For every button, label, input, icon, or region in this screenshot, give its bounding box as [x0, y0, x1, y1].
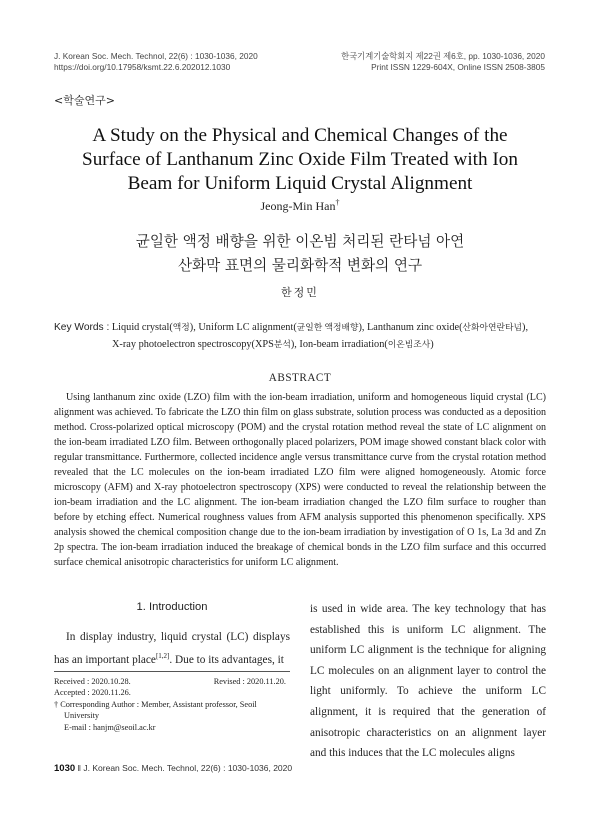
- intro-text: In display industry, liquid crystal (LC) displays has an important place: [54, 631, 290, 666]
- abstract-heading: ABSTRACT: [268, 372, 332, 384]
- keyword-korean: 이온빔조사: [387, 339, 431, 349]
- journal-header-left: [54, 51, 258, 73]
- korean-journal-citation: 한국기계기술학회지 제22권 제6호, pp. 1030-1036, 2020: [341, 51, 545, 61]
- keyword-text: ),: [522, 322, 529, 333]
- keyword-text: Liquid crystal(: [111, 322, 173, 333]
- corresponding-mark: †: [335, 198, 340, 207]
- corresponding-affiliation: University: [64, 711, 100, 721]
- abstract-text: Using lanthanum zinc oxide (LZO) film with the ion-beam irradiation, uniform and homogeneous liquid crystal (LC) alignment was achieved. To fabricate the LZO thin film on glass substrate, solution process was conducted as a deposition method. Cross-polarized optical microscopy (POM) and the crystal rotation method reveal the state of LC alignment on the ion-beam irradiated LZO film. Between orthogonally placed polarizers, POM image showed constant black color with regular transmittance. Furthermore, collected incidence angle versus transmittance curve from the crystal rotation method revealed that the LC molecules on the ion-beam irradiated LZO film were aligned homogeneously. Atomic force microscopy (AFM) and X-ray photoelectron spectroscopy (XPS) were conducted to reveal the relationship between the ion-beam irradiation and the LC alignment. The ion-beam irradiation changed the LZO film surface to rougher than before by etching effect. Numerical roughness values from AFM analysis supported this phenomenon specifically. XPS analysis showed the chemical composition change due to the ion-beam irradiation by investigation of O 1s, La 3d and Zn 2p spectra. The ion-beam irradiation induced the breakage of chemical bonds in the LZO film surface and this occurred surface chemical anisotropic characteristics for uniform LC alignment.: [54, 392, 546, 568]
- reference-citation[interactable]: [1,2]: [155, 651, 170, 660]
- keyword-korean: 균일한 액정배향: [296, 322, 359, 332]
- dates-row: [54, 676, 290, 687]
- footer-citation: J. Korean Soc. Mech. Technol, 22(6) : 1030-1036, 2020: [83, 763, 293, 773]
- title-line-1: A Study on the Physical and Chemical Changes of the: [92, 125, 508, 146]
- revised-date: Revised : 2020.11.20.: [213, 677, 286, 686]
- korean-title-line-1: 균일한 액정 배향을 위한 이온빔 처리된 란타넘 아연: [135, 233, 465, 250]
- keywords-line-2: [54, 336, 554, 353]
- keyword-text: ), Ion-beam irradiation(: [290, 339, 388, 350]
- author-line: [0, 198, 600, 214]
- intro-column-1: [54, 628, 290, 669]
- doi-link[interactable]: https://doi.org/10.17958/ksmt.22.6.202012.1030: [54, 62, 231, 72]
- keyword-text: ), Uniform LC alignment(: [189, 322, 297, 333]
- paper-title: [54, 124, 546, 196]
- section-heading-introduction: 1. Introduction: [136, 601, 208, 613]
- keyword-korean: 산화아연란타넘: [462, 322, 523, 332]
- page-number: 1030: [54, 763, 76, 774]
- keyword-korean: 액정: [172, 322, 190, 332]
- received-date: Received : 2020.10.28.: [54, 677, 131, 686]
- title-line-3: Beam for Uniform Liquid Crystal Alignment: [127, 173, 473, 194]
- korean-title-line-2: 산화막 표면의 물리화학적 변화의 연구: [177, 257, 423, 274]
- korean-title: [54, 230, 546, 278]
- footnote-divider: [54, 671, 290, 672]
- article-category: <학술연구>: [54, 94, 115, 107]
- footer-separator: ‖: [77, 763, 82, 773]
- keywords-label: Key Words :: [54, 322, 110, 333]
- accepted-date: Accepted : 2020.11.26.: [54, 688, 131, 698]
- intro-text: . Due to its advantages, it: [169, 653, 284, 666]
- corresponding-author: † Corresponding Author : Member, Assistant professor, Seoil: [54, 699, 257, 709]
- intro-column-2: is used in wide area. The key technology that has established this is uniform LC alignment. The uniform LC alignment is the technique for aligning LC molecules on an alignment layer to control the light uniformly. To achieve the uniform LC alignment, it is required that the generation of anisotropic characteristics on an alignment layer and this induces that the LC molecules aligns: [310, 603, 546, 760]
- keywords: [54, 319, 554, 353]
- author-email[interactable]: E-mail : hanjm@seoil.ac.kr: [64, 722, 156, 732]
- footnotes: [54, 676, 290, 733]
- journal-header-right: [341, 51, 545, 73]
- author-name: Jeong-Min Han: [260, 199, 336, 213]
- keyword-text: X-ray photoelectron spectroscopy(XPS: [112, 339, 274, 350]
- keyword-text: ): [430, 339, 434, 350]
- page-footer: [54, 763, 292, 774]
- title-line-2: Surface of Lanthanum Zinc Oxide Film Treated with Ion: [82, 149, 518, 170]
- korean-author-name: 한정민: [281, 286, 319, 299]
- keyword-text: ), Lanthanum zinc oxide(: [358, 322, 463, 333]
- issn-info: Print ISSN 1229-604X, Online ISSN 2508-3805: [371, 62, 545, 72]
- journal-citation: J. Korean Soc. Mech. Technol, 22(6) : 1030-1036, 2020: [54, 51, 258, 61]
- keyword-korean: 분석: [273, 339, 291, 349]
